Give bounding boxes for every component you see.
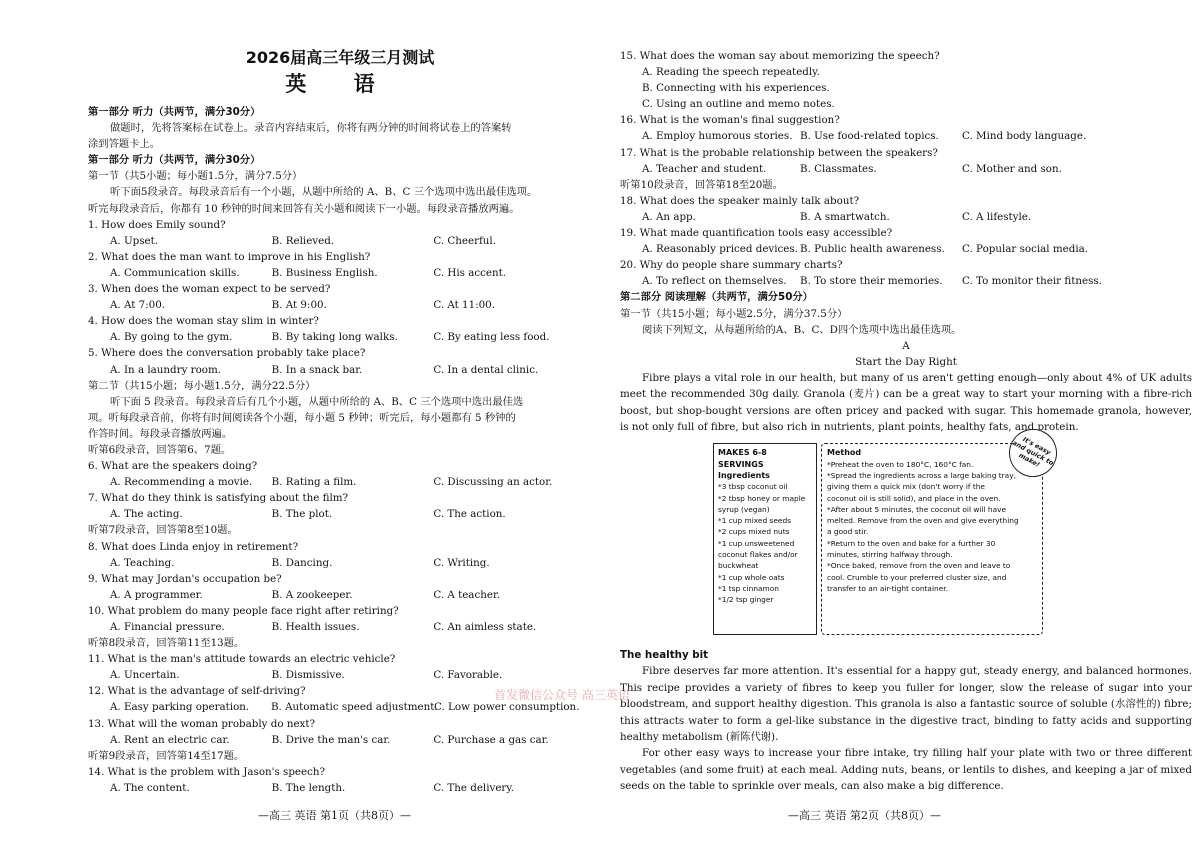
option-a: A. A programmer. [110,588,203,601]
left-questions-1 [88,217,592,378]
option-row [88,780,592,796]
option-c: C. Favorable. [433,669,503,682]
recording-instruction: 听第6段录音，回答第6、7题。 [88,443,232,456]
option-b: B. A zookeeper. [271,588,353,601]
question-stem: 20. Why do people share summary charts? [620,259,843,272]
ingredient-line: *2 cups mixed nuts [718,527,790,537]
question-stem: 18. What does the speaker mainly talk about? [620,194,860,207]
method-line: cool. Crumble to your preferred cluster size, and [827,572,1007,582]
option-row [88,362,592,378]
option-b: B. At 9:00. [271,299,327,312]
option-c: C. Purchase a gas car. [433,733,549,746]
question-stem: 12. What is the advantage of self-driving? [88,685,306,698]
footer-left: —高三 英语 第1页（共8页）— [258,809,411,822]
option-b: B. Business English. [271,266,378,279]
option-row [620,273,1192,289]
option-a: A. Employ humorous stories. [642,130,793,143]
option-row [88,329,592,345]
option-row [620,161,1192,177]
option-a: A. Recommending a movie. [110,476,253,489]
recipe-box [713,435,1055,639]
option-b: B. Public health awareness. [800,243,945,256]
option-a: A. Reasonably priced devices. [642,243,798,256]
option-row [88,555,592,571]
option-a: A. Teaching. [110,556,175,569]
question-stem: 4. How does the woman stay slim in winter? [88,315,319,328]
ingredients-panel [713,443,817,635]
part1-title-repeat: 第一部分 听力（共两节，满分30分） [88,154,261,167]
option-b: B. Automatic speed adjustment. [270,701,438,714]
question-stem: 6. What are the speakers doing? [88,460,258,473]
question-15: 15. What does the woman say about memorizing the speech? [620,50,940,62]
option-b: B. To store their memories. [800,275,943,288]
question-stem: 7. What do they think is satisfying about the film? [88,492,349,505]
option-a: A. Communication skills. [110,266,240,279]
option-row [88,233,592,249]
option-b: B. Relieved. [271,234,335,247]
option-b: B. Classmates. [800,162,877,175]
option-b: B. The plot. [271,508,333,521]
section1-title: 第一节（共5小题；每小题1.5分，满分7.5分） [88,170,303,183]
option-c: C. Low power consumption. [433,701,580,714]
method-line: *Once baked, remove from the oven and leave to [827,561,1011,571]
option-b: B. By taking long walks. [271,331,398,344]
ingredient-line: *3 tbsp coconut oil [718,482,788,492]
option-row [88,265,592,281]
method-line: melted. Remove from the oven and give everything [827,516,1019,526]
option-a: A. At 7:00. [110,299,166,312]
page-right [600,0,1200,849]
option-a: A. Upset. [110,234,159,247]
method-line: *Return to the oven and bake for a further 30 [827,538,996,548]
subject-title: 英 语 [285,72,395,96]
option-c: C. Mother and son. [962,162,1062,175]
ingredient-line: *2 tbsp honey or maple [718,493,806,503]
ingredient-line: *1 cup mixed seeds [718,516,792,526]
question-stem: 14. What is the problem with Jason's speech? [88,765,326,778]
question-15-option-c: C. Using an outline and memo notes. [642,98,835,111]
question-stem: 9. What may Jordan's occupation be? [88,572,282,585]
option-a: A. An app. [642,210,696,223]
option-b: B. Dancing. [271,556,333,569]
option-row [88,619,592,635]
question-stem: 13. What will the woman probably do next? [88,717,316,730]
section2-instruction-3: 作答时间。每段录音播放两遍。 [88,427,233,440]
section2-instruction-2: 项。听每段录音前，你将有时间阅读各个小题，每小题 5 秒钟；听完后，每小题都有 5 秒钟的 [88,411,516,424]
option-row [88,587,592,603]
method-line: coconut oil is still solid), and place in the oven. [827,493,1001,503]
method-line: giving them a quick mix (don't worry if the [827,482,985,492]
option-c: C. A teacher. [433,588,501,601]
ingredient-line: *1/2 tsp ginger [718,595,774,605]
ingredient-line: *1 cup whole oats [718,572,785,582]
ingredients-title: Ingredients [718,470,770,480]
option-row [88,474,592,490]
option-c: C. By eating less food. [433,331,550,344]
section2-instruction: 听下面 5 段录音。每段录音后有几个小题，从题中所给的 A、B、C 三个选项中选出最佳选 [110,395,524,408]
option-c: C. The action. [433,508,506,521]
option-row [620,209,1192,225]
option-a: A. By going to the gym. [110,331,233,344]
method-line: a good stir. [827,527,869,537]
question-stem: 8. What does Linda enjoy in retirement? [88,540,299,553]
method-list [827,459,1037,595]
option-c: C. Discussing an actor. [433,476,553,489]
question-stem: 19. What made quantification tools easy accessible? [620,227,893,240]
left-questions-2 [88,442,592,796]
option-b: B. Drive the man's car. [271,733,391,746]
option-a: A. Financial pressure. [110,621,225,633]
exam-title: 2026届高三年级三月测试 [245,48,435,67]
option-row [620,128,1192,144]
option-b: B. Rating a film. [271,476,357,489]
ingredients-list [718,481,812,605]
option-b: B. In a snack bar. [271,363,363,376]
recording-instruction: 听第9段录音，回答第14至17题。 [88,749,245,762]
method-line: *Preheat the oven to 180°C, 160°C fan. [827,459,974,469]
question-stem: 17. What is the probable relationship between the speakers? [620,146,938,159]
option-c: C. To monitor their fitness. [962,275,1102,288]
ingredient-line: *1 cup unsweetened [718,538,795,548]
question-stem: 2. What does the man want to improve in his English? [88,250,371,263]
passage-paragraph-3: For other easy ways to increase your fibre intake, try filling half your plate with two or three different vegetables (and some fruit) at each meal. Adding nuts, beans, or lentils to dishes, and keeping a jar of mixed seeds on the table to sprinkle over meals, can also make a big difference. [620,747,1192,793]
option-c: C. An aimless state. [433,621,537,633]
option-c: C. Cheerful. [433,234,496,247]
right-questions [620,112,1192,289]
ingredient-line: coconut flakes and/or [718,549,798,559]
ingredient-line: buckwheat [718,561,759,571]
option-a: A. The acting. [110,508,183,521]
part1-instruction-2: 涂到答题卡上。 [88,138,161,151]
section2-title: 第二节（共15小题；每小题1.5分，满分22.5分） [88,379,316,392]
recording-instruction: 听第8段录音，回答第11至13题。 [88,637,245,650]
option-row [88,732,592,748]
option-c: C. In a dental clinic. [433,363,539,376]
healthy-bit-title: The healthy bit [620,649,709,662]
question-15-option-a: A. Reading the speech repeatedly. [642,66,820,79]
option-b: B. Dismissive. [271,669,345,682]
question-stem: 10. What problem do many people face right after retiring? [88,604,399,617]
option-c: C. A lifestyle. [962,210,1032,223]
option-b: B. The length. [271,781,346,794]
option-a: A. Teacher and student. [642,162,767,175]
section1-instruction-2: 听完每段录音后，你都有 10 秒钟的时间来回答有关小题和阅读下一小题。每段录音播放两遍。 [88,202,520,215]
watermark-text: 首发微信公众号 高三英语 [494,688,630,702]
ingredient-line: syrup (vegan) [718,504,770,514]
option-b: B. Health issues. [271,621,360,633]
option-a: A. The content. [110,781,190,794]
ingredient-line: *1 tsp cinnamon [718,583,779,593]
question-stem: 16. What is the woman's final suggestion? [620,114,840,127]
option-row [88,667,592,683]
passage-title: Start the Day Right [855,355,957,368]
servings-label: MAKES 6-8 SERVINGS [718,448,767,469]
option-a: A. To reflect on themselves. [642,275,787,288]
option-c: C. Writing. [433,556,490,569]
part1-title: 第一部分 听力（共两节，满分30分） [88,106,261,118]
option-row [88,297,592,313]
passage-paragraph-2: Fibre deserves far more attention. It's essential for a happy gut, steady energy, and balanced hormones. This recipe provides a variety of fibres to keep you fuller for longer, slow the release of sugar into your bloodstream, and support healthy digestion. This granola is also a fantastic source of soluble (水溶性的) fibre; this attracts water to form a gel-like substance in the digestive tract, binding to fatty acids and supporting healthy metabolism (新陈代谢). [620,665,1192,744]
part2-title: 第二部分 阅读理解（共两节，满分50分） [620,291,813,304]
option-a: A. Easy parking operation. [110,701,250,714]
method-line: transfer to an air-tight container. [827,583,948,593]
method-title: Method [827,448,862,458]
part1-instruction: 做题时，先将答案标在试卷上。录音内容结束后，你将有两分钟的时间将试卷上的答案转 [110,122,512,135]
option-c: C. The delivery. [433,781,515,794]
option-c: C. His accent. [433,266,507,279]
question-stem: 11. What is the man's attitude towards an electric vehicle? [88,653,396,666]
question-15-option-b: B. Connecting with his experiences. [642,82,830,95]
passage-paragraph-1: Fibre plays a vital role in our health, but many of us aren't getting enough—only about 4% of UK adults meet the recommended 30g daily. Granola (麦片) can be a great way to start your morning with a fibre-rich boost, but shop-bought versions are often pricey and packed with sugar. This homemade granola, however, is not only full of fibre, but also rich in nutrients, plant points, healthy fats, and protein. [620,371,1192,433]
option-c: C. At 11:00. [433,299,495,312]
option-row [620,241,1192,257]
option-a: A. Uncertain. [110,669,180,682]
option-c: C. Mind body language. [962,130,1087,143]
footer-right: —高三 英语 第2页（共8页）— [788,809,941,822]
method-line: *After about 5 minutes, the coconut oil will have [827,504,1007,514]
option-row [88,506,592,522]
method-panel [821,443,1043,635]
recording-instruction: 听第7段录音，回答第8至10题。 [88,524,238,537]
part2-section1-title: 第一节（共15小题；每小题2.5分，满分37.5分） [620,307,848,320]
option-b: B. Use food-related topics. [800,130,939,143]
question-stem: 1. How does Emily sound? [88,218,226,231]
method-line: *Spread the ingredients across a large baking tray, [827,470,1016,480]
option-c: C. Popular social media. [962,243,1089,256]
part2-instruction: 阅读下列短文，从每题所给的A、B、C、D四个选项中选出最佳选项。 [642,323,962,336]
passage-letter: A [902,339,910,352]
question-stem: 5. Where does the conversation probably take place? [88,347,366,360]
section1-instruction: 听下面5段录音。每段录音后有一个小题，从题中所给的 A、B、C 三个选项中选出最佳选项。 [110,186,538,199]
recording-instruction: 听第10段录音，回答第18至20题。 [620,178,783,191]
option-a: A. Rent an electric car. [110,733,230,746]
easy-quick-badge: It's easy and quick to make! [1001,421,1066,486]
option-a: A. In a laundry room. [110,363,222,376]
question-stem: 3. When does the woman expect to be served? [88,283,331,296]
option-b: B. A smartwatch. [800,210,890,223]
method-line: minutes, stirring halfway through. [827,549,953,559]
